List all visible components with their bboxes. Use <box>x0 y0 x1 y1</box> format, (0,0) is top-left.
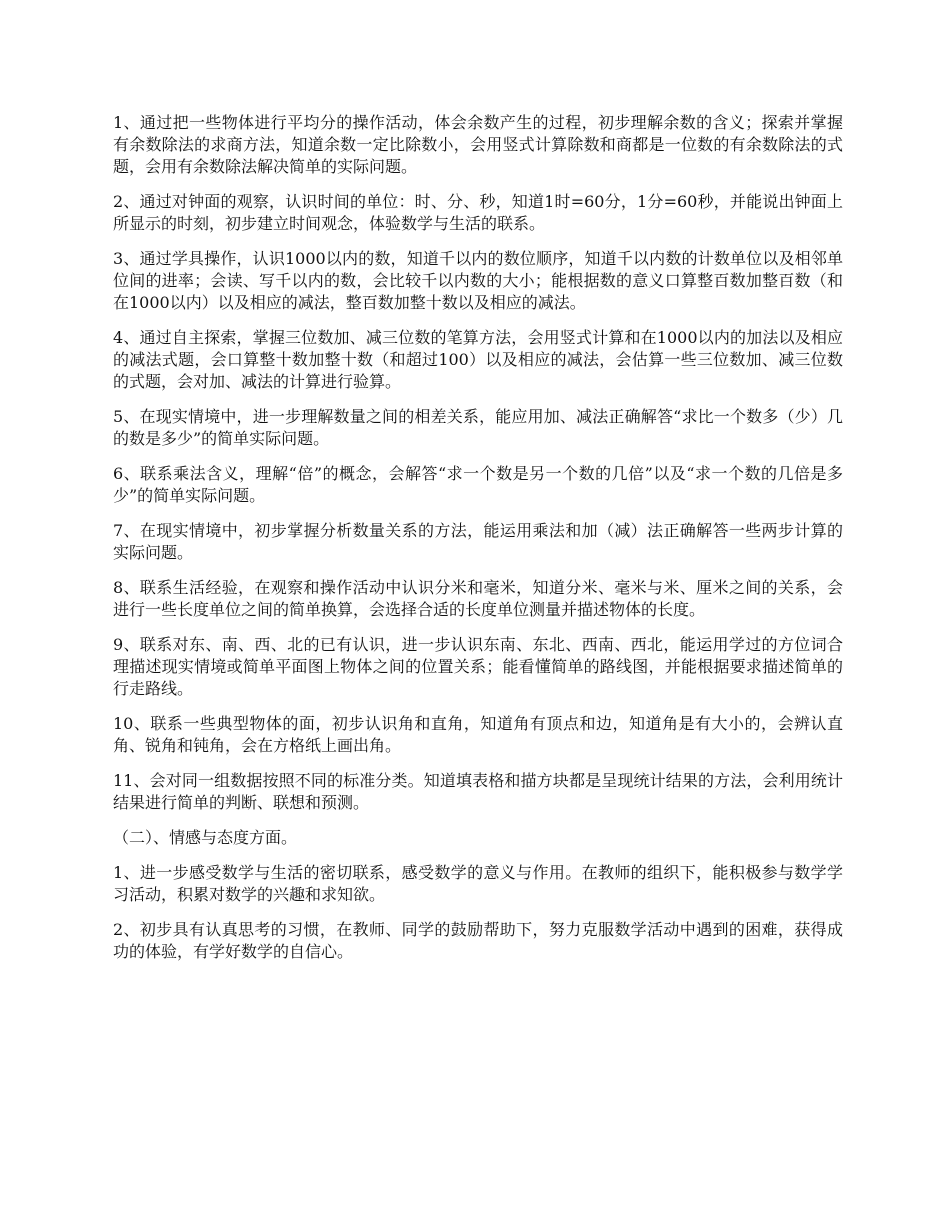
paragraph-5: 5、在现实情境中，进一步理解数量之间的相差关系，能应用加、减法正确解答“求比一个数多（少）几的数是多少”的简单实际问题。 <box>113 407 843 448</box>
paragraph-1: 1、通过把一些物体进行平均分的操作活动，体会余数产生的过程，初步理解余数的含义；探索并掌握有余数除法的求商方法，知道余数一定比除数小，会用竖式计算除数和商都是一位数的有余数除法的式题，会用有余数除法解决简单的实际问题。 <box>113 113 843 176</box>
section-paragraph-1: 1、进一步感受数学与生活的密切联系，感受数学的意义与作用。在教师的组织下，能积极参与数学学习活动，积累对数学的兴趣和求知欲。 <box>113 863 843 904</box>
section-heading: （二）、情感与态度方面。 <box>113 828 298 847</box>
paragraph-2: 2、通过对钟面的观察，认识时间的单位：时、分、秒，知道1时=60分，1分=60秒，并能说出钟面上所显示的时刻，初步建立时间观念，体验数学与生活的联系。 <box>113 192 843 233</box>
paragraph-3: 3、通过学具操作，认识1000以内的数，知道千以内的数位顺序，知道千以内数的计数单位以及相邻单位间的进率；会读、写千以内的数，会比较千以内数的大小；能根据数的意义口算整百数加整百数（和在1000以内）以及相应的减法，整百数加整十数以及相应的减法。 <box>113 249 843 312</box>
paragraph-4: 4、通过自主探索，掌握三位数加、减三位数的笔算方法，会用竖式计算和在1000以内的加法以及相应的减法式题，会口算整十数加整十数（和超过100）以及相应的减法，会估算一些三位数加、减三位数的式题，会对加、减法的计算进行验算。 <box>113 328 843 391</box>
section-paragraph-2: 2、初步具有认真思考的习惯，在教师、同学的鼓励帮助下，努力克服数学活动中遇到的困难，获得成功的体验，有学好数学的自信心。 <box>113 920 843 961</box>
paragraph-10: 10、联系一些典型物体的面，初步认识角和直角，知道角有顶点和边，知道角是有大小的，会辨认直角、锐角和钝角，会在方格纸上画出角。 <box>113 714 843 755</box>
paragraph-8: 8、联系生活经验，在观察和操作活动中认识分米和毫米，知道分米、毫米与米、厘米之间的关系，会进行一些长度单位之间的简单换算，会选择合适的长度单位测量并描述物体的长度。 <box>113 578 843 619</box>
paragraph-7: 7、在现实情境中，初步掌握分析数量关系的方法，能运用乘法和加（减）法正确解答一些两步计算的实际问题。 <box>113 521 843 562</box>
paragraph-11: 11、会对同一组数据按照不同的标准分类。知道填表格和描方块都是呈现统计结果的方法，会利用统计结果进行简单的判断、联想和预测。 <box>113 771 843 812</box>
document-page <box>113 112 843 976</box>
paragraph-9: 9、联系对东、南、西、北的已有认识，进一步认识东南、东北、西南、西北，能运用学过的方位词合理描述现实情境或简单平面图上物体之间的位置关系；能看懂简单的路线图，并能根据要求描述简单的行走路线。 <box>113 635 843 698</box>
paragraph-6: 6、联系乘法含义，理解“倍”的概念，会解答“求一个数是另一个数的几倍”以及“求一个数的几倍是多少”的简单实际问题。 <box>113 464 843 505</box>
